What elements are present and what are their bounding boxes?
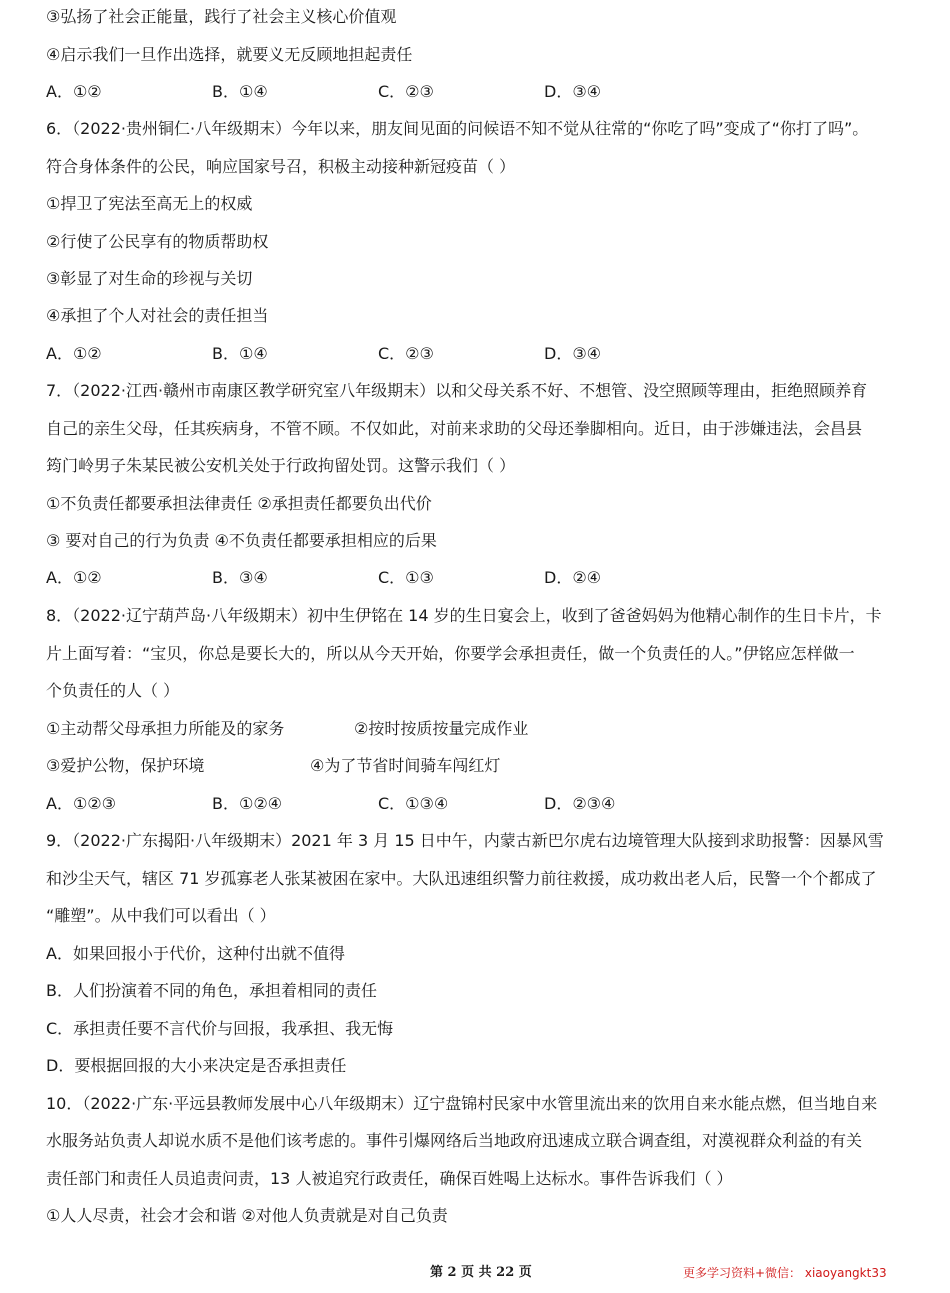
q6-statement-1: ①捍卫了宪法至高无上的权威: [46, 194, 253, 213]
q10-statements-1-2: ①人人尽责，社会才会和谐 ②对他人负责就是对自己负责: [46, 1206, 448, 1225]
q10-stem-line-2: 水服务站负责人却说水质不是他们该考虑的。事件引爆网络后当地政府迅速成立联合调查组，对漠视群众利益的有关: [46, 1131, 863, 1150]
q10-stem-line-1: 10．（2022·广东·平远县教师发展中心八年级期末）辽宁盘锦村民家中水管里流出来的饮用自来水能点燃，但当地自来: [46, 1094, 878, 1113]
q9-stem-line-1: 9．（2022·广东揭阳·八年级期末）2021 年 3 月 15 日中午，内蒙古新巴尔虎右边境管理大队接到求助报警：因暴风雪: [46, 831, 884, 850]
q6-statement-2: ②行使了公民享有的物质帮助权: [46, 232, 269, 251]
q6-option-a: A．①②: [46, 344, 102, 363]
q8-option-d: D．②③④: [544, 794, 616, 813]
q10-stem-line-3: 责任部门和责任人员追责问责，13 人被追究行政责任，确保百姓喝上达标水。事件告诉我们（ ）: [46, 1169, 733, 1188]
promo-text: 更多学习资料+微信： xiaoyangkt33: [683, 1266, 887, 1280]
q5-statement-4: ④启示我们一旦作出选择，就要义无反顾地担起责任: [46, 45, 413, 64]
q9-option-b: B．人们扮演着不同的角色，承担着相同的责任: [46, 981, 377, 1000]
q7-option-a: A．①②: [46, 568, 102, 587]
q7-option-b: B．③④: [212, 568, 268, 587]
q7-statements-1-2: ①不负责任都要承担法律责任 ②承担责任都要负出代价: [46, 494, 432, 513]
q8-option-a: A．①②③: [46, 794, 116, 813]
q5-options: [46, 81, 914, 103]
q5-option-c: C．②③: [378, 82, 434, 101]
q8-stem-line-1: 8．（2022·辽宁葫芦岛·八年级期末）初中生伊铭在 14 岁的生日宴会上，收到了爸爸妈妈为他精心制作的生日卡片，卡: [46, 606, 882, 625]
q8-statement-1: ①主动帮父母承担力所能及的家务: [46, 719, 285, 738]
q8-statement-3: ③爱护公物，保护环境: [46, 756, 205, 775]
q7-stem-line-2: 自己的亲生父母，任其疾病身，不管不顾。不仅如此，对前来求助的父母还拳脚相向。近日，由于涉嫌违法，会昌县: [46, 419, 863, 438]
q5-option-a: A．①②: [46, 82, 102, 101]
q6-stem-line-2: 符合身体条件的公民，响应国家号召，积极主动接种新冠疫苗（ ）: [46, 157, 516, 176]
q5-option-d: D．③④: [544, 82, 602, 101]
q7-option-c: C．①③: [378, 568, 434, 587]
q6-stem-line-1: 6．（2022·贵州铜仁·八年级期末）今年以来，朋友间见面的问候语不知不觉从往常的“你吃了吗”变成了“你打了吗”。: [46, 119, 869, 138]
q8-statements-1-2: [46, 718, 914, 740]
q9-stem-line-3: “雕塑”。从中我们可以看出（ ）: [46, 906, 276, 925]
q8-statement-4: ④为了节省时间骑车闯红灯: [310, 756, 501, 775]
q6-statement-4: ④承担了个人对社会的责任担当: [46, 306, 269, 325]
q9-option-a: A．如果回报小于代价，这种付出就不值得: [46, 944, 345, 963]
q9-option-c: C．承担责任要不言代价与回报，我承担、我无悔: [46, 1019, 394, 1038]
q6-statement-3: ③彰显了对生命的珍视与关切: [46, 269, 253, 288]
q8-stem-line-2: 片上面写着：“宝贝，你总是要长大的，所以从今天开始，你要学会承担责任，做一个负责任的人。”伊铭应怎样做一: [46, 644, 855, 663]
q6-option-d: D．③④: [544, 344, 602, 363]
q6-options: [46, 343, 914, 365]
q8-statements-3-4: [46, 755, 914, 777]
q7-option-d: D．②④: [544, 568, 602, 587]
q6-option-c: C．②③: [378, 344, 434, 363]
page-number: 第 2 页 共 22 页: [430, 1265, 532, 1280]
q9-stem-line-2: 和沙尘天气，辖区 71 岁孤寡老人张某被困在家中。大队迅速组织警力前往救援，成功救出老人后，民警一个个都成了: [46, 869, 877, 888]
q8-statement-2: ②按时按质按量完成作业: [354, 719, 529, 738]
q8-option-c: C．①③④: [378, 794, 449, 813]
q5-statement-3: ③弘扬了社会正能量，践行了社会主义核心价值观: [46, 7, 397, 26]
q8-stem-line-3: 个负责任的人（ ）: [46, 681, 180, 700]
q7-stem-line-1: 7．（2022·江西·赣州市南康区教学研究室八年级期末）以和父母关系不好、不想管、没空照顾等理由，拒绝照顾养育: [46, 381, 868, 400]
q7-stem-line-3: 筠门岭男子朱某民被公安机关处于行政拘留处罚。这警示我们（ ）: [46, 456, 516, 475]
q8-options: [46, 793, 914, 815]
page-footer: [0, 1263, 950, 1283]
q9-option-d: D．要根据回报的大小来决定是否承担责任: [46, 1056, 347, 1075]
q7-statements-3-4: ③ 要对自己的行为负责 ④不负责任都要承担相应的后果: [46, 531, 437, 550]
q5-option-b: B．①④: [212, 82, 268, 101]
q8-option-b: B．①②④: [212, 794, 283, 813]
q6-option-b: B．①④: [212, 344, 268, 363]
q7-options: [46, 567, 914, 589]
